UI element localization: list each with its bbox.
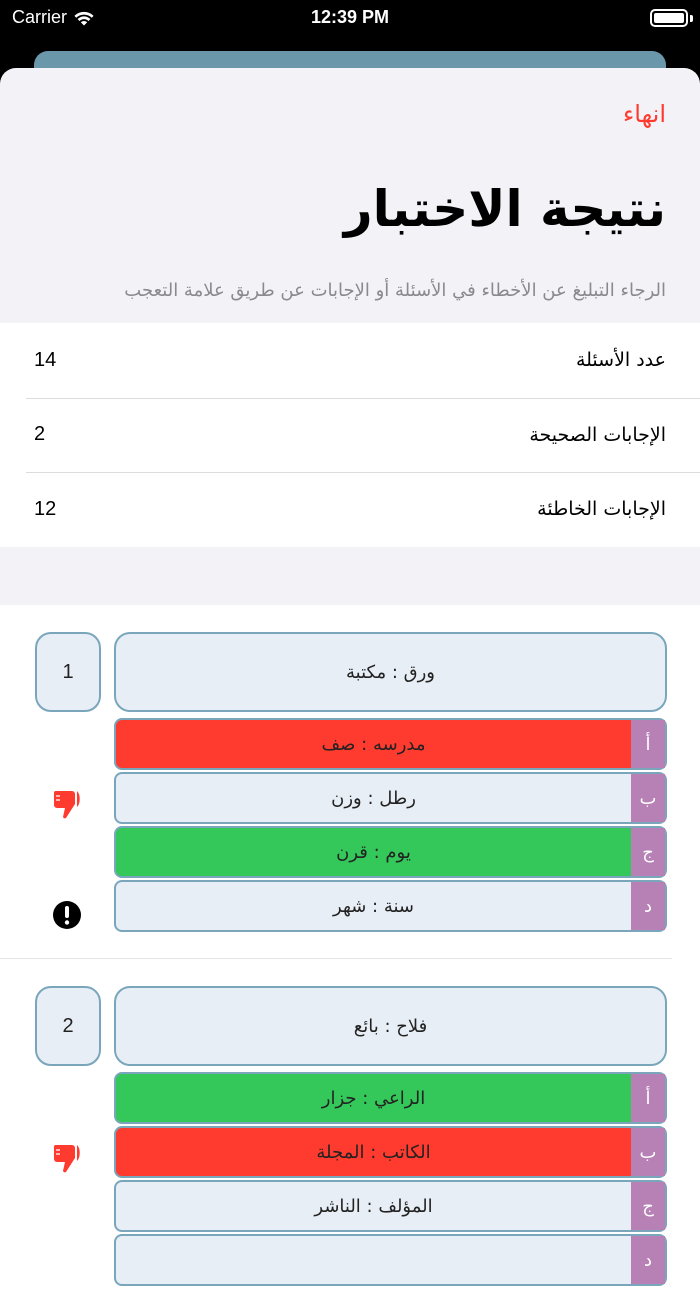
stat-value: 14 xyxy=(34,348,57,371)
page-title: نتيجة الاختبار xyxy=(343,180,666,238)
quiz-result-sheet xyxy=(0,68,700,1271)
answer-letter: ب xyxy=(631,774,665,822)
answer-letter: ج xyxy=(631,1182,665,1230)
question-results-list[interactable] xyxy=(0,605,700,1305)
exclamation-circle-icon[interactable] xyxy=(52,900,82,930)
answer-text: رطل : وزن xyxy=(331,787,416,809)
report-instructions: الرجاء التبليغ عن الأخطاء في الأسئلة أو الإجابات عن طريق علامة التعجب xyxy=(124,280,666,301)
answer-letter: أ xyxy=(631,720,665,768)
answer-letter: أ xyxy=(631,1074,665,1122)
carrier-label: Carrier xyxy=(12,7,68,27)
question-number: 1 xyxy=(35,632,101,712)
thumbs-down-icon xyxy=(50,787,86,823)
answer-letter: د xyxy=(631,882,665,930)
answer-option-b[interactable] xyxy=(114,1126,667,1178)
answer-letter: ب xyxy=(631,1128,665,1176)
answer-option-c[interactable] xyxy=(114,1180,667,1232)
stat-value: 2 xyxy=(34,423,46,446)
answer-option-d[interactable] xyxy=(114,1234,667,1286)
answer-letter: ج xyxy=(631,828,665,876)
answer-option-b[interactable] xyxy=(114,772,667,824)
question-text: ورق : مكتبة xyxy=(114,632,667,712)
stat-label: عدد الأسئلة xyxy=(575,349,666,372)
thumbs-down-icon xyxy=(50,1141,86,1177)
answer-letter: د xyxy=(631,1236,665,1284)
stat-row-wrong xyxy=(0,472,700,547)
answer-option-a[interactable] xyxy=(114,1072,667,1124)
answer-text: الكاتب : المجلة xyxy=(316,1141,431,1163)
stats-table xyxy=(0,323,700,547)
answer-option-d[interactable] xyxy=(114,880,667,932)
stat-label: الإجابات الخاطئة xyxy=(537,498,666,521)
clock: 12:39 PM xyxy=(310,7,390,27)
stat-label: الإجابات الصحيحة xyxy=(529,423,666,446)
battery-full-icon xyxy=(650,9,688,27)
stat-value: 12 xyxy=(34,497,57,520)
status-bar xyxy=(0,0,700,40)
answer-text: سنة : شهر xyxy=(333,895,414,917)
answer-text: المؤلف : الناشر xyxy=(314,1195,433,1217)
answer-option-a[interactable] xyxy=(114,718,667,770)
question-divider xyxy=(0,958,672,959)
finish-button[interactable]: انهاء xyxy=(622,100,666,128)
stat-row-total xyxy=(0,323,700,398)
answer-text: يوم : قرن xyxy=(336,841,411,863)
answer-text xyxy=(116,1236,631,1284)
answer-text: مدرسه : صف xyxy=(321,733,426,755)
question-number: 2 xyxy=(35,986,101,1066)
question-text: فلاح : بائع xyxy=(114,986,667,1066)
battery-tip xyxy=(690,15,693,22)
answer-text: الراعي : جزار xyxy=(321,1087,426,1109)
answer-option-c[interactable] xyxy=(114,826,667,878)
stat-row-correct xyxy=(0,398,700,473)
